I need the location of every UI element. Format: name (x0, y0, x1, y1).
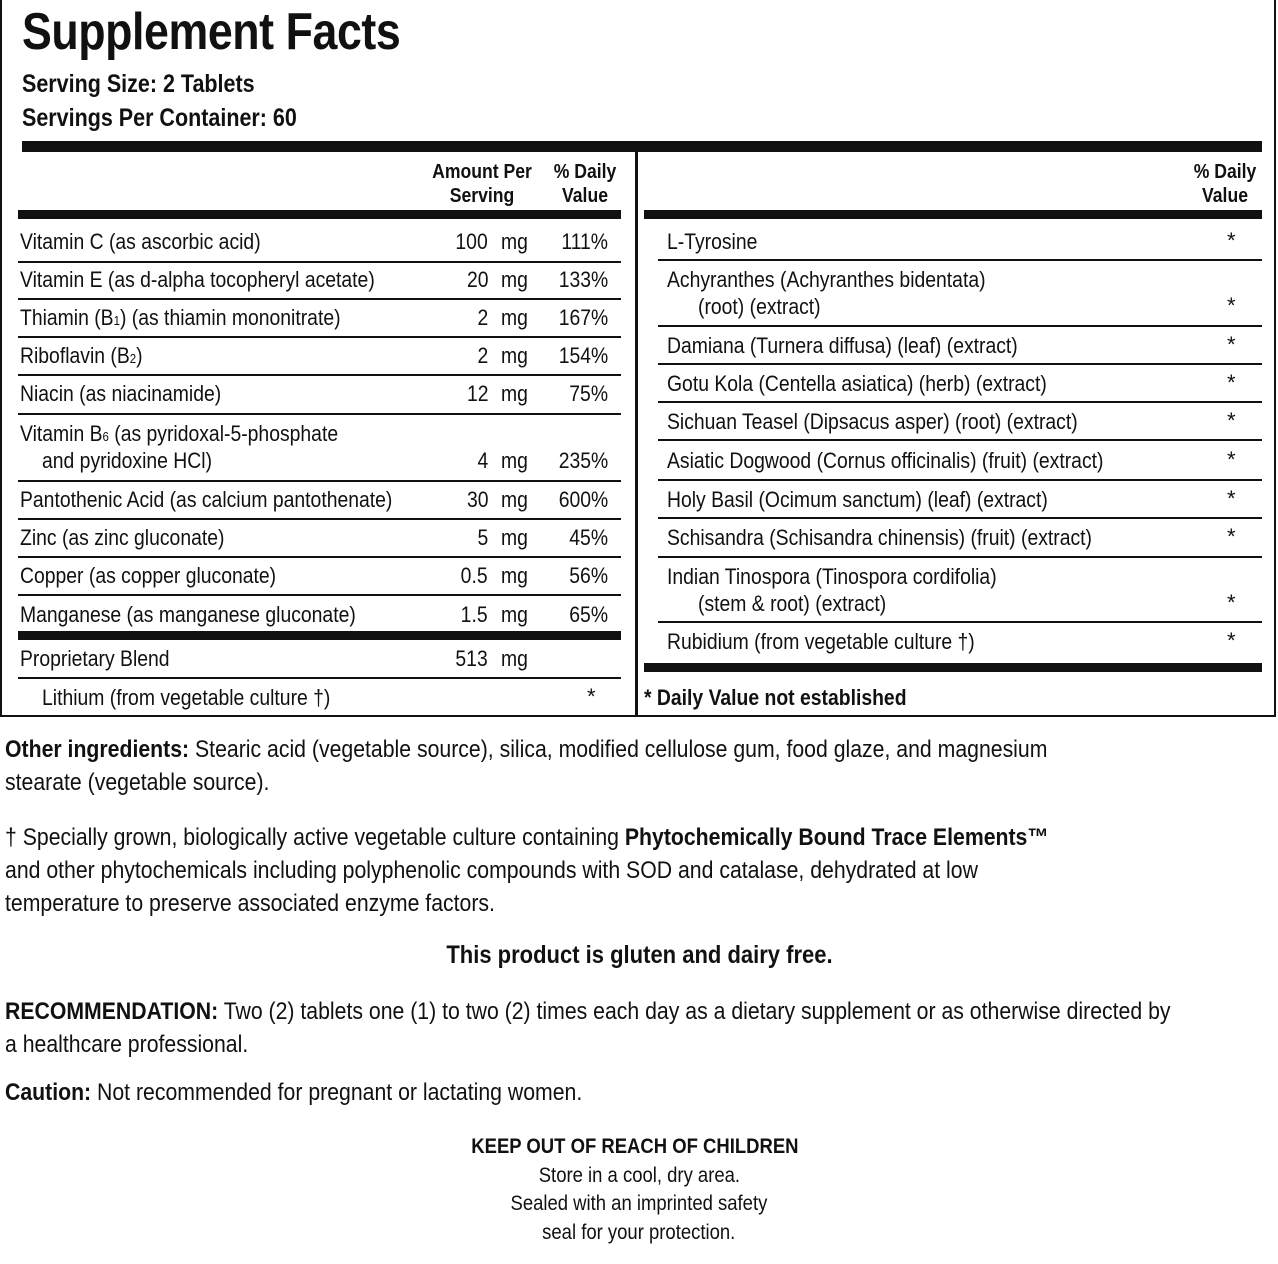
nutrient-name-text: Vitamin C (as ascorbic acid) (20, 229, 261, 254)
nutrient-name (20, 266, 375, 294)
other-ingredients (5, 733, 1244, 799)
nutrient-daily-value: 75% (569, 381, 608, 406)
recommendation-text-line1: Two (2) tablets one (1) to two (2) times each day as a dietary supplement or as otherwise directed by (218, 998, 1171, 1025)
nutrient-unit: mg (501, 229, 528, 254)
gluten-free-statement: This product is gluten and dairy free. (445, 941, 833, 969)
caution-label: Caution: (5, 1079, 92, 1106)
nutrient-amount: 4 (477, 448, 488, 473)
nutrient-daily-value: 154% (558, 343, 608, 368)
nutrient-name-text: Pantothenic Acid (as calcium pantothenate) (20, 487, 393, 512)
nutrient-daily-value: 111% (561, 229, 608, 254)
column-divider (635, 152, 638, 717)
ingredient-name-line2: (stem & root) (extract) (698, 591, 887, 616)
nutrient-amount: 30 (466, 487, 488, 512)
panel-title: Supplement Facts (22, 3, 401, 61)
left-daily-value-header: % Daily Value (553, 161, 617, 207)
nutrient-unit: mg (501, 305, 528, 330)
blend-item-name: Lithium (from vegetable culture †) (42, 685, 331, 710)
nutrient-name-text: Manganese (as manganese gluconate) (20, 602, 356, 627)
ingredient-name: Asiatic Dogwood (Cornus officinalis) (fruit) (extract) (667, 448, 1104, 473)
row-divider (18, 413, 621, 415)
nutrient-name-line2: and pyridoxine HCl) (42, 448, 213, 473)
nutrient-amount: 20 (466, 267, 488, 292)
dagger-note-line2: and other phytochemicals including polyphenolic compounds with SOD and catalase, dehydrated at low (5, 857, 978, 884)
nutrient-name-text: (as pyridoxal-5-phosphate (108, 421, 339, 446)
nutrient-unit: mg (501, 343, 528, 368)
nutrient-name (20, 228, 261, 256)
ingredient-daily-value: * (1227, 293, 1236, 318)
dagger-footnote (5, 821, 1244, 920)
nutrient-name-text: Vitamin E (as d-alpha tocopheryl acetate) (20, 267, 375, 292)
caution (5, 1076, 1244, 1109)
nutrient-unit: mg (501, 267, 528, 292)
nutrient-amount: 2 (477, 343, 488, 368)
other-ingredients-label: Other ingredients: (5, 736, 190, 763)
nutrient-amount: 12 (466, 381, 488, 406)
row-divider (658, 439, 1262, 441)
row-divider (658, 479, 1262, 481)
serving-size: Serving Size: 2 Tablets (22, 70, 255, 98)
nutrient-unit: mg (501, 381, 528, 406)
row-divider (658, 517, 1262, 519)
amount-per-serving-header: Amount Per Serving (432, 161, 532, 207)
row-divider (18, 261, 621, 263)
nutrient-daily-value: 56% (569, 563, 608, 588)
dagger-note-line3: temperature to preserve associated enzyme factors. (5, 890, 495, 917)
daily-value-footnote: * Daily Value not established (644, 685, 907, 710)
nutrient-daily-value: 600% (558, 487, 608, 512)
nutrient-name-text: ) (as thiamin mononitrate) (119, 305, 341, 330)
row-divider (658, 325, 1262, 327)
caution-text: Not recommended for pregnant or lactating women. (91, 1079, 583, 1106)
ingredient-daily-value: * (1227, 486, 1236, 511)
blend-item-daily-value: * (587, 684, 596, 709)
right-daily-value-header: % Daily Value (1193, 161, 1257, 207)
row-divider (18, 480, 621, 482)
other-ingredients-text-line1: Stearic acid (vegetable source), silica, modified cellulose gum, food glaze, and magnesium (189, 736, 1048, 763)
row-divider (658, 363, 1262, 365)
nutrient-daily-value: 65% (569, 602, 608, 627)
left-header-rule (18, 210, 621, 219)
recommendation (5, 995, 1244, 1061)
ingredient-daily-value: * (1227, 628, 1236, 653)
nutrient-amount: 2 (477, 305, 488, 330)
blend-thick-rule (18, 631, 621, 640)
nutrient-unit: mg (501, 563, 528, 588)
nutrient-name (20, 486, 392, 514)
ingredient-name: Damiana (Turnera diffusa) (leaf) (extract) (667, 333, 1018, 358)
nutrient-amount: 100 (455, 229, 488, 254)
nutrient-name-subscript: 2 (129, 351, 137, 366)
footnote-thick-rule (644, 663, 1262, 672)
row-divider (18, 594, 621, 596)
header-thick-bar (22, 141, 1262, 152)
row-divider (18, 374, 621, 376)
dagger-note-trademark: Phytochemically Bound Trace Elements™ (624, 824, 1049, 851)
row-divider (658, 259, 1262, 261)
ingredient-name: Sichuan Teasel (Dipsacus asper) (root) (extract) (667, 409, 1078, 434)
ingredient-name: Holy Basil (Ocimum sanctum) (leaf) (extract) (667, 487, 1048, 512)
nutrient-unit: mg (501, 602, 528, 627)
nutrient-name-text: Copper (as copper gluconate) (20, 563, 277, 588)
storage-line2: Sealed with an imprinted safety (510, 1192, 768, 1215)
row-divider (18, 336, 621, 338)
ingredient-name: Gotu Kola (Centella asiatica) (herb) (extract) (667, 371, 1047, 396)
row-divider (658, 621, 1262, 623)
ingredient-name: Schisandra (Schisandra chinensis) (fruit) (extract) (667, 525, 1092, 550)
right-header-rule (644, 210, 1262, 219)
ingredient-daily-value: * (1227, 332, 1236, 357)
nutrient-unit: mg (501, 487, 528, 512)
dagger-note-line1: † Specially grown, biologically active vegetable culture containing (5, 824, 625, 851)
nutrient-name-text: Thiamin (B (20, 305, 114, 330)
nutrient-name-text: Riboflavin (B (20, 343, 130, 368)
ingredient-name: Achyranthes (Achyranthes bidentata) (667, 267, 986, 292)
ingredient-daily-value: * (1227, 408, 1236, 433)
proprietary-blend-amount: 513 (455, 646, 488, 671)
row-divider (18, 677, 621, 679)
ingredient-name: Rubidium (from vegetable culture †) (667, 629, 975, 654)
ingredient-name-line2: (root) (extract) (698, 294, 821, 319)
nutrient-amount: 5 (477, 525, 488, 550)
row-divider (18, 518, 621, 520)
nutrient-name (20, 562, 276, 590)
proprietary-blend-unit: mg (501, 646, 528, 671)
ingredient-daily-value: * (1227, 228, 1236, 253)
nutrient-name-subscript: 1 (113, 313, 120, 328)
other-ingredients-text-line2: stearate (vegetable source). (5, 769, 270, 796)
recommendation-text-line2: a healthcare professional. (5, 1031, 249, 1058)
ingredient-daily-value: * (1227, 590, 1236, 615)
nutrient-name (20, 380, 221, 408)
nutrient-name-subscript: 6 (102, 429, 109, 444)
nutrient-name-text: Zinc (as zinc gluconate) (20, 525, 225, 550)
proprietary-blend-name: Proprietary Blend (20, 646, 170, 671)
nutrient-unit: mg (501, 448, 528, 473)
ingredient-daily-value: * (1227, 524, 1236, 549)
nutrient-name (20, 601, 356, 629)
nutrient-name (20, 524, 224, 552)
storage-heading: KEEP OUT OF REACH OF CHILDREN (471, 1135, 799, 1158)
row-divider (18, 556, 621, 558)
ingredient-name: Indian Tinospora (Tinospora cordifolia) (667, 564, 997, 589)
row-divider (18, 298, 621, 300)
recommendation-label: RECOMMENDATION: (5, 998, 219, 1025)
nutrient-unit: mg (501, 525, 528, 550)
storage-line1: Store in a cool, dry area. (538, 1164, 740, 1187)
storage-line3: seal for your protection. (542, 1221, 736, 1244)
ingredient-name: L-Tyrosine (667, 229, 758, 254)
row-divider (658, 556, 1262, 558)
nutrient-daily-value: 235% (558, 448, 608, 473)
nutrient-amount: 1.5 (461, 602, 488, 627)
ingredient-daily-value: * (1227, 370, 1236, 395)
row-divider (658, 401, 1262, 403)
nutrient-name (20, 342, 143, 373)
nutrient-daily-value: 45% (569, 525, 608, 550)
servings-per-container: Servings Per Container: 60 (22, 104, 297, 132)
nutrient-name (20, 304, 341, 335)
nutrient-amount: 0.5 (461, 563, 488, 588)
ingredient-daily-value: * (1227, 447, 1236, 472)
nutrient-daily-value: 133% (558, 267, 608, 292)
nutrient-name-text: Niacin (as niacinamide) (20, 381, 222, 406)
nutrient-daily-value: 167% (558, 305, 608, 330)
nutrient-name-text: ) (136, 343, 143, 368)
nutrient-name-text: Vitamin B (20, 421, 103, 446)
